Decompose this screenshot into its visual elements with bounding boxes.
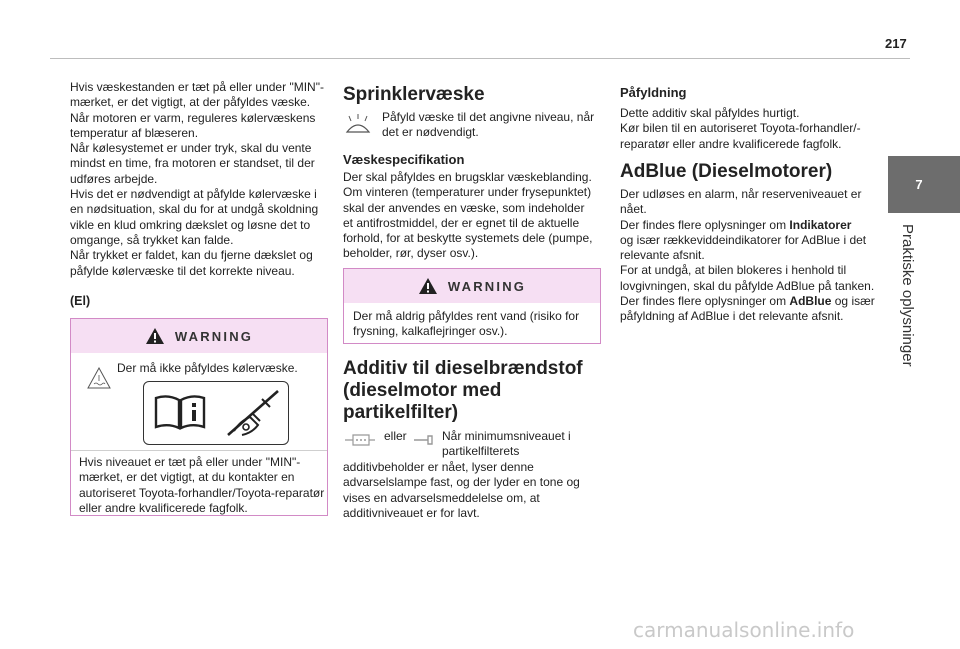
line: det er nødvendigt. [382,125,479,140]
line: Påfyld væske til det angivne niveau, når [382,110,595,124]
fill-title: Påfyldning [620,85,687,100]
spec-text [343,170,603,262]
line: reparatør eller andre kvalificerede fagfolk. [620,136,842,151]
line: nået. [620,202,647,217]
line: en nødsituation, skal du for at undgå skoldning [70,202,319,217]
line: Hvis væskestanden er tæt på eller under "MIN"- [70,80,324,94]
line: For at undgå, at bilen blokeres i henhold til [620,263,847,278]
line: mindst en time, fra motoren er standset, til der [70,156,315,171]
line: beholder, rør, dyser osv.). [343,246,479,261]
line: vikle en klud omkring dækslet og løsne det to [70,217,311,232]
coolant-warning-box [70,318,328,516]
warning-divider [71,450,327,451]
spec-title: Væskespecifikation [343,152,465,167]
fill-text [620,106,880,152]
line: advarselslampe fast, og der lyder en tone og [343,475,580,490]
chapter-label: Praktiske oplysninger [899,224,916,367]
line: vises en advarselsmeddelelse om, at [343,490,540,505]
line: temperatur af blæseren. [70,125,199,140]
manual-book-icon [152,392,208,432]
line: og især rækkeviddeindikatorer for AdBlue i det [620,232,867,247]
page-number: 217 [885,36,907,51]
manual-icon-frame [143,381,289,445]
eller-text: eller [384,429,407,443]
el-label: (El) [70,294,91,308]
warning-label: WARNING [447,278,527,294]
line: Om vinteren (temperaturer under frysepunktet) [343,185,592,200]
line: Dette additiv skal påfyldes hurtigt. [620,106,800,120]
line: Når trykket er faldet, kan du fjerne dækslet og [70,248,313,263]
sprinkler-title: Sprinklervæske [343,84,485,105]
header-rule [50,58,910,59]
coolant-text [70,80,330,279]
adblue-title: AdBlue (Dieselmotorer) [620,161,833,182]
warning-label: WARNING [174,328,254,344]
adblue-ref: AdBlue [789,294,832,309]
line: eller andre kvalificerede fagfolk. [79,500,248,515]
line: Kør bilen til en autoriseret Toyota-forhandler/- [620,121,861,136]
watermark: carmanualsonline.info [633,618,855,642]
line [620,218,882,233]
line: påfylde kølervæske til det korrekte niveau. [70,263,295,278]
additive-text [343,460,603,521]
warning-text [353,309,579,340]
line: additivbeholder er nået, lyser denne [343,460,534,474]
coolant-hazard-icon [87,367,111,389]
line: skal der anvendes en væske, som indeholder [343,200,585,215]
title-line: partikelfilter) [343,402,459,423]
text: og især [831,294,875,309]
adblue-text [620,187,882,325]
line: et antifrostmiddel, der er egnet til de aktuelle [343,215,580,230]
chapter-number: 7 [915,177,923,192]
line: Når motoren er varm, reguleres kølervæskens [70,110,316,125]
warning-triangle-icon [145,327,165,345]
no-refill-icon [224,387,282,439]
line: autoriseret Toyota-forhandler/Toyota-reparatør [79,485,325,500]
line: omgange, så trykket kan falde. [70,232,234,247]
line: Hvis niveauet er tæt på eller under "MIN"- [79,455,301,469]
line: Der udløses en alarm, når reserveniveauet er [620,187,862,201]
additive-title [343,358,583,424]
line: frysning, kalkaflejringer osv.). [353,324,508,339]
warning-text: Der må ikke påfyldes kølervæske. [117,361,298,375]
warning-header [71,319,327,353]
warning-extra-text [79,455,325,516]
text: Der findes flere oplysninger om [620,217,790,232]
sprinkler-warning-box [343,268,601,344]
line: Der må aldrig påfyldes rent vand (risiko for [353,309,580,323]
line: Når kølesystemet er under tryk, skal du vente [70,141,312,156]
line: mærket, er det vigtigt, at der påfyldes væske. [70,95,311,110]
chapter-side-label [898,224,918,374]
text: Der findes flere oplysninger om [620,294,790,309]
line: additivniveauet er for lavt. [343,505,480,520]
line: relevante afsnit. [620,248,705,263]
line: Når minimumsniveauet i [442,429,571,443]
line [620,294,882,309]
line: Hvis det er nødvendigt at påfylde kølervæske i [70,187,317,202]
line: lovgivningen, skal du påfylde AdBlue på tanken. [620,278,875,293]
chapter-tab[interactable] [888,156,960,213]
washer-fluid-icon [345,114,371,134]
warning-header [344,269,600,303]
line: Der skal påfyldes en brugsklar væskeblanding. [343,170,592,184]
line: påfyldning af AdBlue i det relevante afsnit. [620,309,844,324]
warning-triangle-icon [418,277,438,295]
service-wrench-icon [412,434,434,446]
line: udføres arbejde. [70,171,158,186]
line: partikelfilterets [442,444,520,459]
additive-side-text [442,429,571,460]
sprinkler-intro [382,110,594,141]
indikatorer-ref: Indikatorer [789,217,852,232]
title-line: Additiv til dieselbrændstof [343,358,583,379]
line: forhold, for at beskytte systemets dele (pumpe, [343,231,593,246]
title-line: (dieselmotor med [343,380,502,401]
particle-filter-icon [343,432,377,448]
line: mærket, er det vigtigt, at du kontakter en [79,470,295,485]
